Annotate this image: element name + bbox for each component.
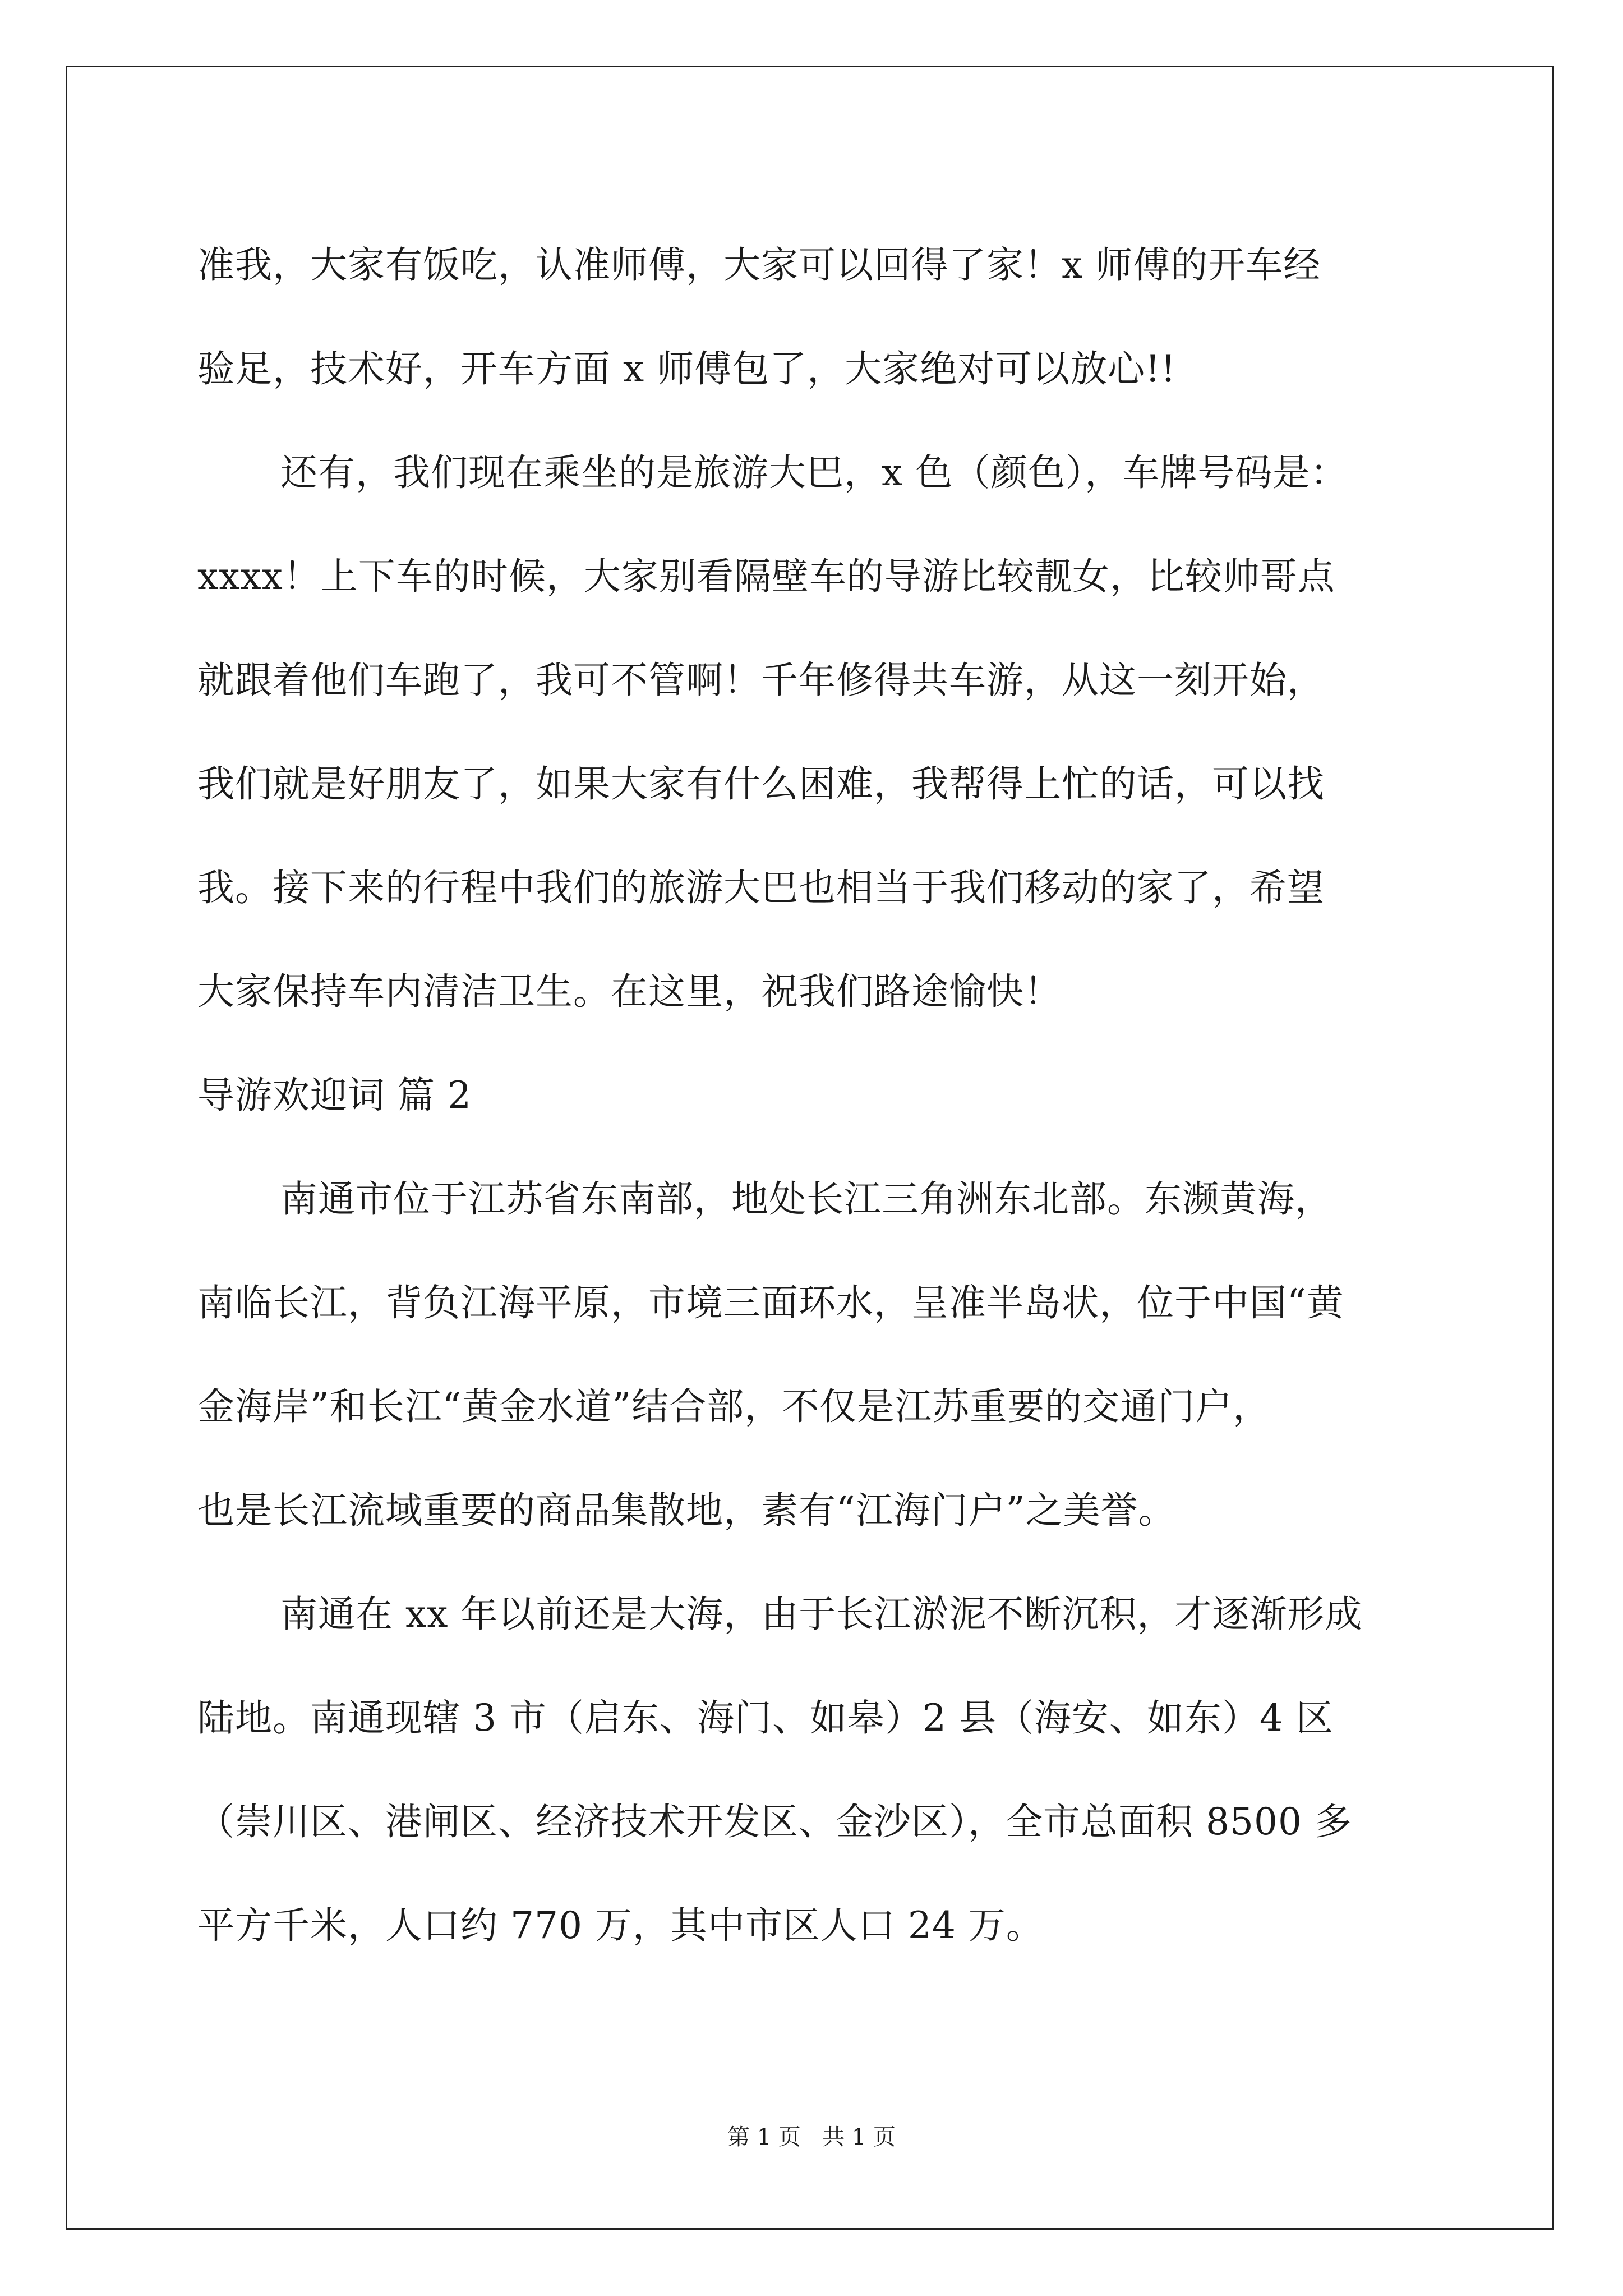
page-footer: 第 1 页 共 1 页 — [727, 2124, 896, 2150]
paragraph-line: 还有，我们现在乘坐的是旅游大巴，x 色（颜色），车牌号码是： — [280, 451, 1348, 494]
paragraph-line: 南通市位于江苏省东南部，地处长江三角洲东北部。东濒黄海， — [280, 1177, 1332, 1221]
paragraph-line: xxxx！上下车的时候，大家别看隔壁车的导游比较靓女，比较帅哥点 — [197, 555, 1335, 598]
paragraph-line: 南临长江，背负江海平原，市境三面环水，呈准半岛状，位于中国“黄 — [197, 1281, 1344, 1324]
paragraph-line: 也是长江流域重要的商品集散地，素有“江海门户”之美誉。 — [197, 1489, 1176, 1532]
paragraph-line: 我。接下来的行程中我们的旅游大巴也相当于我们移动的家了，希望 — [197, 866, 1325, 909]
paragraph-line: 金海岸”和长江“黄金水道”结合部，不仅是江苏重要的交通门户， — [197, 1385, 1271, 1428]
paragraph-line: 南通在 xx 年以前还是大海，由于长江淤泥不断沉积，才逐渐形成 — [280, 1593, 1363, 1636]
paragraph-line: 陆地。南通现辖 3 市（启东、海门、如皋）2 县（海安、如东）4 区 — [197, 1696, 1334, 1740]
section-heading: 导游欢迎词 篇 2 — [197, 1074, 472, 1117]
paragraph-line: 就跟着他们车跑了，我可不管啊！千年修得共车游，从这一刻开始， — [197, 659, 1325, 702]
paragraph-line: 大家保持车内清洁卫生。在这里，祝我们路途愉快！ — [197, 970, 1062, 1013]
paragraph-line: 准我，大家有饭吃，认准师傅，大家可以回得了家！x 师傅的开车经 — [197, 243, 1321, 287]
paragraph-line: （崇川区、港闸区、经济技术开发区、金沙区），全市总面积 8500 多 — [197, 1800, 1352, 1843]
paragraph-line: 验足，技术好，开车方面 x 师傅包了，大家绝对可以放心!! — [197, 347, 1177, 390]
paragraph-line: 平方千米，人口约 770 万，其中市区人口 24 万。 — [197, 1904, 1044, 1947]
paragraph-line: 我们就是好朋友了，如果大家有什么困难，我帮得上忙的话，可以找 — [197, 762, 1325, 806]
document-body — [197, 213, 1438, 1977]
